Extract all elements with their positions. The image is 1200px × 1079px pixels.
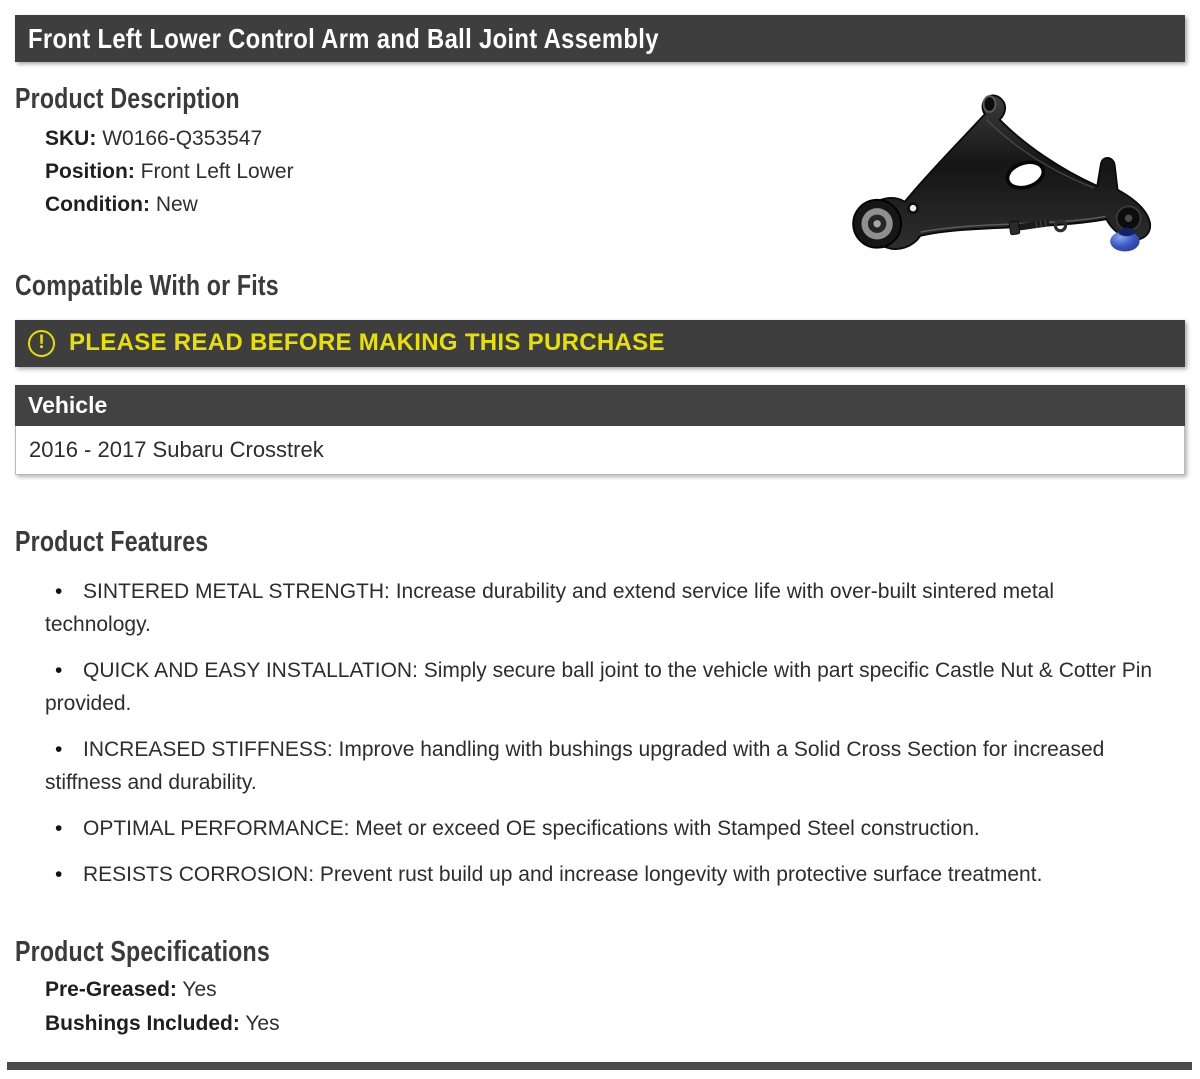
bullet-icon: • <box>55 816 63 840</box>
warning-text: PLEASE READ BEFORE MAKING THIS PURCHASE <box>69 329 665 357</box>
feature-text: INCREASED STIFFNESS: Improve handling with bushings upgraded with a Solid Cross Section for increased stiffness and durability. <box>45 737 1105 794</box>
condition-label: Condition: <box>45 192 150 216</box>
feature-item <box>45 858 1155 891</box>
vehicle-table-header: Vehicle <box>15 385 1185 426</box>
position-value: Front Left Lower <box>140 159 294 183</box>
position-label: Position: <box>45 159 135 183</box>
feature-text: QUICK AND EASY INSTALLATION: Simply secure ball joint to the vehicle with part specific Castle Nut & Cotter Pin provided. <box>45 658 1153 715</box>
bullet-icon: • <box>55 737 63 761</box>
bullet-icon: • <box>55 658 63 682</box>
feature-item <box>45 654 1155 720</box>
feature-item <box>45 812 1155 845</box>
vehicle-table <box>15 385 1185 475</box>
feature-item <box>45 733 1155 799</box>
bushings-included-value: Yes <box>245 1011 280 1035</box>
warning-bar <box>15 320 1185 367</box>
pre-greased-label: Pre-Greased: <box>45 977 177 1001</box>
product-specifications-heading: Product Specifications <box>15 935 270 968</box>
bushings-included-label: Bushings Included: <box>45 1011 240 1035</box>
title-bar <box>15 15 1185 62</box>
compatibility-heading: Compatible With or Fits <box>15 269 279 302</box>
pre-greased-line <box>45 973 1185 1007</box>
product-features-heading: Product Features <box>15 525 209 558</box>
bullet-icon: • <box>55 579 63 603</box>
product-features-list <box>45 575 1155 891</box>
page-title: Front Left Lower Control Arm and Ball Joint Assembly <box>28 22 659 54</box>
pre-greased-value: Yes <box>182 977 217 1001</box>
feature-text: RESISTS CORROSION: Prevent rust build up and increase longevity with protective surface treatment. <box>83 862 1043 886</box>
feature-text: OPTIMAL PERFORMANCE: Meet or exceed OE specifications with Stamped Steel construction. <box>83 816 980 840</box>
sku-value: W0166-Q353547 <box>102 126 263 150</box>
product-specifications-fields <box>45 973 1185 1041</box>
sku-label: SKU: <box>45 126 97 150</box>
bottom-divider-bar <box>7 1062 1192 1070</box>
bushings-included-line <box>45 1007 1185 1041</box>
control-arm-photo <box>832 78 1182 283</box>
product-description-heading: Product Description <box>15 83 240 115</box>
exclamation-circle-icon: ! <box>28 330 55 357</box>
feature-item <box>45 575 1155 641</box>
condition-value: New <box>155 192 198 216</box>
bullet-icon: • <box>55 862 63 886</box>
feature-text: SINTERED METAL STRENGTH: Increase durability and extend service life with over-built sintered metal technology. <box>45 579 1055 636</box>
vehicle-table-row: 2016 - 2017 Subaru Crosstrek <box>15 426 1185 475</box>
